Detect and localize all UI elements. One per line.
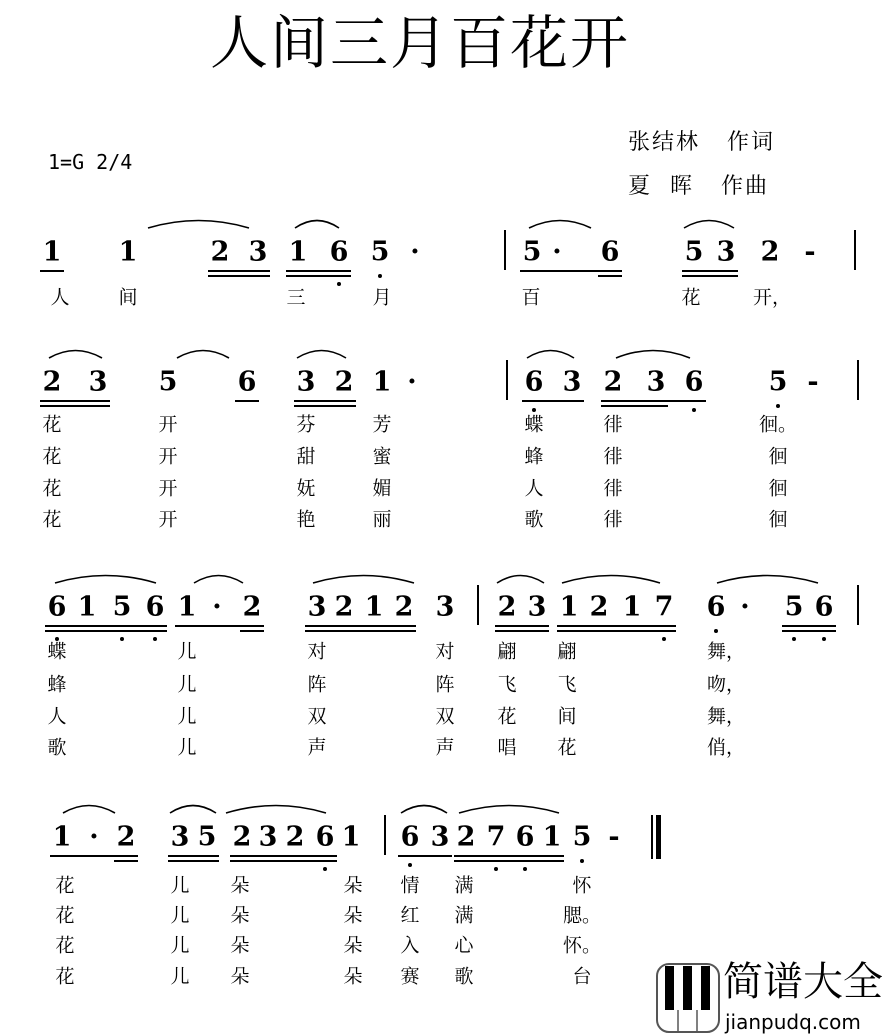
note: 3 [430,821,450,853]
final-barline-thin [651,815,653,859]
slur [48,346,103,360]
lyric-syllable: 翩 [557,640,577,663]
dot-duration: · [410,236,420,268]
lyric-syllable: 蝶 [47,640,67,663]
lyric-syllable: 开 [158,445,178,468]
lyric-syllable: 双 [307,705,327,728]
note: 6 [329,236,349,268]
note: 6 [400,821,420,853]
lyric-syllable: 朵 [343,934,363,957]
note: 2 [210,236,230,268]
underline [114,855,138,857]
low-octave-dot [580,859,584,863]
low-octave-dot [523,867,527,871]
composer-credit: 夏 晖 作曲 [628,174,769,199]
note: 5 [370,236,390,268]
underline [714,270,738,272]
note: 3 [527,591,547,623]
underline [86,400,110,402]
underline [652,625,676,627]
slur [615,346,691,360]
lyric-syllable: 儿 [177,736,197,759]
lyric-syllable: 歌 [47,736,67,759]
slur [458,801,560,815]
note: 1 [622,591,642,623]
lyric-syllable: 花 [557,736,577,759]
low-octave-dot [337,282,341,286]
underline [246,275,270,277]
watermark-url: jianpudq.com [725,1010,861,1034]
lyric-syllable: 徊 [768,508,788,531]
lyric-syllable: 甜 [296,445,316,468]
note: 3 [170,821,190,853]
underline [525,625,549,627]
underline [682,400,706,402]
lyric-syllable: 蜂 [524,445,544,468]
lyricist-credit: 张结林 作词 [628,130,775,155]
lyric-syllable: 徊。 [758,413,798,436]
lyric-syllable: 间 [557,705,577,728]
note: 2 [116,821,136,853]
lyric-syllable: 儿 [170,965,190,988]
note: 1 [118,236,138,268]
lyric-syllable: 芳 [372,413,392,436]
note: 2 [497,591,517,623]
piano-keys-icon [655,962,721,1034]
note: 3 [562,366,582,398]
note: 5 [112,591,132,623]
note: 6 [814,591,834,623]
lyric-syllable: 吻， [706,673,746,696]
lyric-syllable: 间 [118,286,138,309]
lyric-syllable: 蜂 [47,673,67,696]
note: 5 [768,366,788,398]
lyric-syllable: 舞， [706,705,746,728]
note: 2 [394,591,414,623]
low-octave-dot [822,637,826,641]
dot-duration: · [89,821,99,853]
lyric-syllable: 唱 [497,736,517,759]
barline [854,230,856,270]
note: 3 [88,366,108,398]
note: 6 [706,591,726,623]
lyric-syllable: 花 [55,874,75,897]
slur [294,216,340,230]
lyric-syllable: 朵 [343,965,363,988]
slur [62,801,116,815]
lyric-syllable: 开， [752,286,792,309]
lyric-syllable: 满 [454,874,474,897]
note: 2 [589,591,609,623]
underline [40,270,64,272]
lyric-syllable: 满 [454,904,474,927]
note: 6 [515,821,535,853]
underline [195,855,219,857]
low-octave-dot [692,408,696,412]
low-octave-dot [408,863,412,867]
note: 3 [307,591,327,623]
underline [598,270,622,272]
note: 6 [145,591,165,623]
underline [714,275,738,277]
lyric-syllable: 朵 [230,904,250,927]
song-title: 人间三月百花开 [209,9,630,77]
dot-duration: · [407,366,417,398]
lyric-syllable: 花 [42,477,62,500]
note: 5 [197,821,217,853]
lyric-syllable: 花 [55,965,75,988]
lyric-syllable: 徘 [603,445,623,468]
slur [526,346,575,360]
note: 3 [646,366,666,398]
lyric-syllable: 台 [572,965,592,988]
lyric-syllable: 人 [47,705,67,728]
dash-sustain: - [807,366,819,398]
slur [561,571,661,585]
underline [195,860,219,862]
underline [540,855,564,857]
note: 2 [760,236,780,268]
lyric-syllable: 儿 [177,640,197,663]
lyric-syllable: 飞 [497,673,517,696]
note: 1 [542,821,562,853]
underline [143,625,167,627]
note: 2 [285,821,305,853]
lyric-syllable: 朵 [230,934,250,957]
lyric-syllable: 徘 [603,508,623,531]
barline [857,360,859,400]
slur [54,571,157,585]
low-octave-dot [323,867,327,871]
lyric-syllable: 俏， [706,736,746,759]
lyric-syllable: 儿 [177,673,197,696]
lyric-syllable: 怀。 [562,934,602,957]
barline [506,360,508,400]
barline [504,230,506,270]
note: 6 [600,236,620,268]
watermark-logo [655,959,884,1036]
lyric-syllable: 腮。 [562,904,602,927]
low-octave-dot [792,637,796,641]
lyric-syllable: 儿 [170,904,190,927]
slur [312,571,415,585]
note: 2 [42,366,62,398]
low-octave-dot [532,408,536,412]
lyric-syllable: 徊 [768,445,788,468]
lyric-syllable: 红 [400,904,420,927]
lyric-syllable: 徘 [603,413,623,436]
lyric-syllable: 月 [372,286,392,309]
lyric-syllable: 歌 [524,508,544,531]
lyric-syllable: 百 [521,286,541,309]
underline [240,630,264,632]
dot-duration: · [552,236,562,268]
low-octave-dot [378,274,382,278]
note: 6 [684,366,704,398]
low-octave-dot [120,637,124,641]
underline [560,400,584,402]
note: 1 [372,366,392,398]
underline [812,630,836,632]
underline [652,630,676,632]
lyric-syllable: 朵 [230,965,250,988]
note: 2 [242,591,262,623]
slur [400,801,448,815]
underline [332,405,356,407]
lyric-syllable: 妩 [296,477,316,500]
lyric-syllable: 对 [307,640,327,663]
lyric-syllable: 开 [158,413,178,436]
lyric-syllable: 蝶 [524,413,544,436]
note: 1 [52,821,72,853]
underline [598,275,622,277]
underline [812,625,836,627]
note: 3 [716,236,736,268]
lyric-syllable: 开 [158,477,178,500]
lyric-syllable: 徘 [603,477,623,500]
slur [193,571,244,585]
lyric-syllable: 人 [524,477,544,500]
note: 1 [288,236,308,268]
slur [528,216,592,230]
note: 2 [456,821,476,853]
underline [235,400,259,402]
note: 1 [364,591,384,623]
lyric-syllable: 艳 [296,508,316,531]
note: 7 [654,591,674,623]
slur [716,571,819,585]
note: 3 [296,366,316,398]
note: 7 [486,821,506,853]
note: 2 [334,366,354,398]
note: 1 [341,821,361,853]
slur [225,801,327,815]
lyric-syllable: 朵 [343,874,363,897]
note: 3 [258,821,278,853]
lyric-syllable: 花 [55,934,75,957]
underline [392,625,416,627]
note: 5 [522,236,542,268]
lyric-syllable: 花 [42,445,62,468]
note: 5 [684,236,704,268]
lyric-syllable: 徊 [768,477,788,500]
dot-duration: · [740,591,750,623]
barline [477,585,479,625]
lyric-syllable: 飞 [557,673,577,696]
lyric-syllable: 儿 [170,874,190,897]
low-octave-dot [776,404,780,408]
note: 6 [237,366,257,398]
underline [114,860,138,862]
lyric-syllable: 儿 [177,705,197,728]
note: 3 [435,591,455,623]
note: 1 [77,591,97,623]
slur [296,346,347,360]
underline [327,275,351,277]
final-barline-thick [656,815,661,859]
lyric-syllable: 怀 [572,874,592,897]
underline [313,860,337,862]
low-octave-dot [714,629,718,633]
lyric-syllable: 声 [435,736,455,759]
underline [392,630,416,632]
lyric-syllable: 花 [497,705,517,728]
underline [246,270,270,272]
note: 2 [603,366,623,398]
barline [384,815,386,855]
key-signature: 1=G 2/4 [48,150,133,174]
lyric-syllable: 歌 [454,965,474,988]
underline [143,630,167,632]
lyric-syllable: 丽 [372,508,392,531]
slur [147,216,250,230]
note: 2 [232,821,252,853]
underline [327,270,351,272]
underline [540,860,564,862]
dot-duration: · [212,591,222,623]
underline [313,855,337,857]
underline [644,405,668,407]
lyric-syllable: 阵 [307,673,327,696]
dash-sustain: - [608,821,620,853]
lyric-syllable: 花 [55,904,75,927]
lyric-syllable: 花 [42,508,62,531]
note: 6 [47,591,67,623]
lyric-syllable: 开 [158,508,178,531]
lyric-syllable: 花 [42,413,62,436]
watermark-name: 简谱大全 [723,959,883,1005]
lyric-syllable: 入 [400,934,420,957]
underline [332,400,356,402]
lyric-syllable: 情 [400,874,420,897]
lyric-syllable: 人 [50,286,70,309]
slur [169,801,217,815]
lyric-syllable: 翩 [497,640,517,663]
dash-sustain: - [804,236,816,268]
note: 6 [315,821,335,853]
low-octave-dot [153,637,157,641]
lyric-syllable: 对 [435,640,455,663]
barline [857,585,859,625]
underline [428,855,452,857]
lyric-syllable: 媚 [372,477,392,500]
lyric-syllable: 双 [435,705,455,728]
lyric-syllable: 芬 [296,413,316,436]
note: 1 [42,236,62,268]
lyric-syllable: 赛 [400,965,420,988]
slur [496,571,545,585]
lyric-syllable: 阵 [435,673,455,696]
underline [525,630,549,632]
lyric-syllable: 声 [307,736,327,759]
lyric-syllable: 心 [454,934,474,957]
lyric-syllable: 花 [681,286,701,309]
underline [86,405,110,407]
underline [240,625,264,627]
lyric-syllable: 朵 [230,874,250,897]
lyric-syllable: 舞， [706,640,746,663]
lyric-syllable: 儿 [170,934,190,957]
low-octave-dot [494,867,498,871]
lyric-syllable: 蜜 [372,445,392,468]
note: 1 [559,591,579,623]
note: 5 [784,591,804,623]
lyric-syllable: 朵 [343,904,363,927]
slur [683,216,735,230]
note: 3 [248,236,268,268]
note: 5 [572,821,592,853]
note: 1 [177,591,197,623]
note: 2 [334,591,354,623]
low-octave-dot [662,637,666,641]
slur [176,346,230,360]
lyric-syllable: 三 [286,286,306,309]
note: 6 [524,366,544,398]
note: 5 [158,366,178,398]
